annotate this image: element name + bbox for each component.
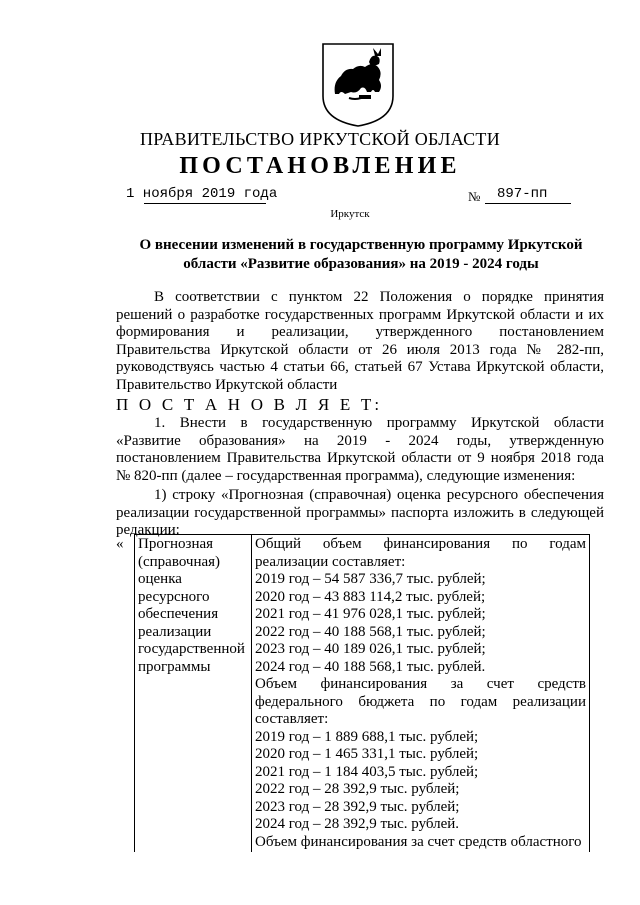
federal-year-line: 2019 год – 1 889 688,1 тыс. рублей; <box>255 728 479 745</box>
resolve-heading: П О С Т А Н О В Л Я Е Т: <box>116 395 383 414</box>
city-name: Иркутск <box>330 208 370 220</box>
opening-quote: « <box>116 536 124 552</box>
total-year-line: 2019 год – 54 587 336,7 тыс. рублей; <box>255 571 486 587</box>
label-line: оценка <box>138 571 182 587</box>
document-type: ПОСТАНОВЛЕНИЕ <box>179 153 461 179</box>
label-line: программы <box>138 658 211 675</box>
total-year-line: 2023 год – 40 189 026,1 тыс. рублей; <box>255 641 486 657</box>
label-line: ресурсного <box>138 588 210 605</box>
label-line: Прогнозная <box>138 536 214 552</box>
label-line: обеспечения <box>138 606 219 622</box>
label-line: (справочная) <box>138 553 221 570</box>
irkutsk-emblem-icon <box>321 42 395 128</box>
subject-line-2: области «Развитие образования» на 2019 - 2024 годы <box>183 256 539 272</box>
government-name: ПРАВИТЕЛЬСТВО ИРКУТСКОЙ ОБЛАСТИ <box>139 129 501 149</box>
document-number: 897-пп <box>485 186 571 204</box>
subject-line-1: О внесении изменений в государственную программу Иркутской <box>139 237 583 253</box>
federal-year-line: 2023 год – 28 392,9 тыс. рублей; <box>255 798 460 815</box>
total-year-line: 2022 год – 40 188 568,1 тыс. рублей; <box>255 623 486 640</box>
total-intro: Общий объем финансирования по годам реализации составляет: <box>255 536 586 570</box>
total-year-line: 2024 год – 40 188 568,1 тыс. рублей. <box>255 658 486 675</box>
document-subject <box>128 236 594 274</box>
date-underline <box>144 203 266 204</box>
document-date-text: 1 ноября 2019 года <box>126 186 278 202</box>
table-row <box>135 535 590 853</box>
federal-year-line: 2022 год – 28 392,9 тыс. рублей; <box>255 781 460 797</box>
clause-1-paragraph: 1. Внести в государственную программу Иркутской области «Развитие образования» на 2019 - 2024 годы, утвержденную постановлением Правительства Иркутской области от 9 ноября 2018 года № 820-пп (далее – государственная программа), следующие изменения: <box>116 415 604 484</box>
regional-intro: Объем финансирования за счет средств областного <box>255 833 582 850</box>
row-value-cell <box>252 535 590 853</box>
resource-table <box>134 534 590 852</box>
federal-intro: Объем финансирования за счет средств федерального бюджета по годам реализации составляет: <box>255 676 586 727</box>
label-line: реализации <box>138 623 212 640</box>
total-year-line: 2020 год – 43 883 114,2 тыс. рублей; <box>255 588 486 605</box>
federal-year-line: 2024 год – 28 392,9 тыс. рублей. <box>255 816 460 832</box>
number-sign: № <box>468 189 481 204</box>
total-year-line: 2021 год – 41 976 028,1 тыс. рублей; <box>255 606 486 622</box>
preamble-paragraph: В соответствии с пунктом 22 Положения о порядке принятия решений о разработке государственных программ Иркутской области и их формирования и реализации, утвержденного постановлением Правительства Иркутской области от 26 июля 2013 года № 282-пп, руководствуясь частью 4 статьи 66, статьей 67 Устава Иркутской области, Правительство Иркутской области <box>116 289 604 393</box>
subclause-1-paragraph: 1) строку «Прогнозная (справочная) оценка ресурсного обеспечения реализации государственной программы» паспорта изложить в следующей редакции: <box>116 487 604 538</box>
document-date <box>126 186 277 202</box>
federal-year-line: 2020 год – 1 465 331,1 тыс. рублей; <box>255 746 479 762</box>
label-line: государственной <box>138 641 245 657</box>
row-label-cell <box>135 535 252 853</box>
federal-year-line: 2021 год – 1 184 403,5 тыс. рублей; <box>255 763 479 780</box>
